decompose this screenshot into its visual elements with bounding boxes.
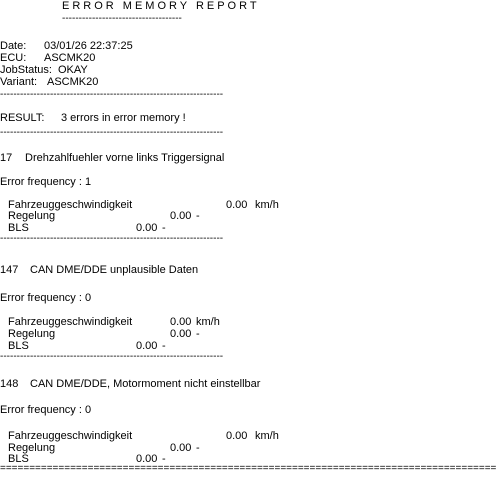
jobstatus-value: OKAY [58, 64, 88, 76]
error-frequency: Error frequency : 0 [0, 404, 92, 416]
variant-label: Variant: [0, 76, 38, 88]
ecu-value: ASCMK20 [44, 52, 96, 64]
ecu-label: ECU: [0, 52, 27, 64]
param-name: Fahrzeuggeschwindigkeit [8, 316, 133, 328]
jobstatus-label: JobStatus: [0, 64, 52, 76]
variant-value: ASCMK20 [47, 76, 99, 88]
param-value: 0.00 [170, 210, 192, 222]
param-unit: km/h [196, 316, 220, 328]
separator-1: ------------------------------------------------------------------- [0, 89, 224, 100]
param-name: Fahrzeuggeschwindigkeit [8, 199, 133, 211]
param-name: Regelung [8, 210, 56, 222]
param-unit: km/h [255, 199, 279, 211]
param-unit: - [162, 340, 166, 352]
error-frequency: Error frequency : 1 [0, 176, 92, 188]
param-name: Regelung [8, 328, 56, 340]
error-code: 147 [0, 264, 19, 276]
param-value: 0.00 [170, 442, 192, 454]
report-title: ERROR MEMORY REPORT [62, 0, 260, 12]
result-label: RESULT: [0, 112, 45, 124]
error-frequency: Error frequency : 0 [0, 292, 92, 304]
param-value: 0.00 [170, 328, 192, 340]
param-name: BLS [8, 340, 29, 352]
param-unit: - [196, 210, 200, 222]
error-description: CAN DME/DDE, Motormoment nicht einstellbar [30, 378, 261, 390]
error-code: 17 [0, 152, 13, 164]
param-name: Fahrzeuggeschwindigkeit [8, 430, 133, 442]
param-unit: km/h [255, 430, 279, 442]
param-unit: - [196, 328, 200, 340]
error-code: 148 [0, 378, 19, 390]
separator-4: ------------------------------------------------------------------- [0, 351, 224, 362]
separator-2: ------------------------------------------------------------------- [0, 127, 224, 138]
date-label: Date: [0, 40, 27, 52]
param-unit: - [196, 442, 200, 454]
param-value: 0.00 [226, 199, 248, 211]
error-description: Drehzahlfuehler vorne links Triggersignal [25, 152, 225, 164]
result-value: 3 errors in error memory ! [61, 112, 186, 124]
param-value: 0.00 [136, 222, 158, 234]
param-value: 0.00 [136, 340, 158, 352]
param-value: 0.00 [226, 430, 248, 442]
date-value: 03/01/26 22:37:25 [44, 40, 133, 52]
param-value: 0.00 [170, 316, 192, 328]
param-name: BLS [8, 222, 29, 234]
error-description: CAN DME/DDE unplausible Daten [30, 264, 199, 276]
param-name: Regelung [8, 442, 56, 454]
param-value: 0.00 [136, 453, 158, 465]
final-separator: ===================================================================================== [0, 463, 496, 474]
param-name: BLS [8, 453, 29, 465]
param-unit: - [162, 222, 166, 234]
separator-3: ------------------------------------------------------------------- [0, 233, 224, 244]
param-unit: - [162, 453, 166, 465]
title-underline: ------------------------------------ [62, 13, 182, 24]
